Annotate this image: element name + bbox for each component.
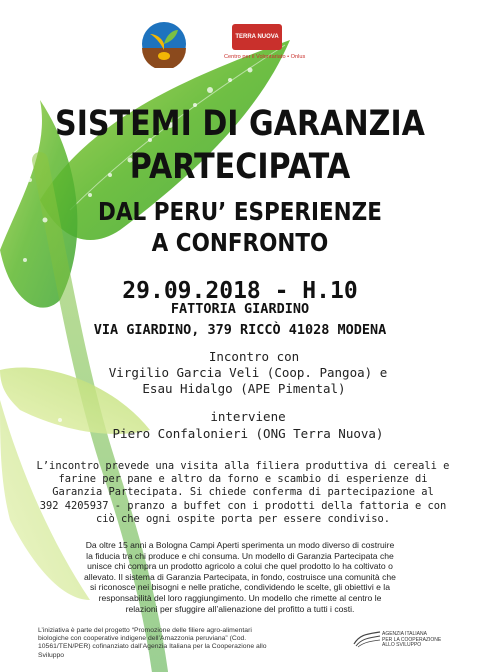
about-line: unisce chi compra un prodotto agricolo a colui che quel prodotto lo ha coltivato o xyxy=(87,561,393,572)
description-line: ciò che ogni ospite porta per essere condiviso. xyxy=(95,512,391,525)
event-date-time: 29.09.2018 - H.10 xyxy=(122,278,358,304)
footer-line: biologiche con cooperative indigene dell’Amazzonia peruviana” (Cod. xyxy=(38,635,247,643)
terra-nuova-logo-text: TERRA NUOVA xyxy=(235,33,279,40)
footer-line: 10561/TEN/PER) cofinanziato dall’Agenzia Italiana per la Cooperazione allo xyxy=(38,643,267,651)
description-line: Garanzia Partecipata. Si chiede conferma di partecipazione al xyxy=(52,486,434,499)
aics-line: AGENZIA ITALIANA xyxy=(382,631,427,637)
event-venue: FATTORIA GIARDINO xyxy=(170,301,310,317)
aics-agency-name xyxy=(382,632,441,649)
footer-line: L’iniziativa è parte del progetto “Promozione delle filiere agro-alimentari xyxy=(38,627,252,634)
event-address: VIA GIARDINO, 379 RICCÒ 41028 MODENA xyxy=(93,322,387,338)
about-line: responsabilità del loro raggiungimento. Un modello che rimette al centro le xyxy=(98,592,382,603)
aics-logo-icon xyxy=(352,630,382,648)
description-line: L’incontro prevede una visita alla filiera produttiva di cereali e xyxy=(36,460,450,472)
subtitle-line-2: A CONFRONTO xyxy=(151,228,329,257)
subtitle-line-1: DAL PERU’ ESPERIENZE xyxy=(98,197,382,226)
about-line: Da oltre 15 anni a Bologna Campi Aperti sperimenta un modo diverso di costruire xyxy=(85,540,395,550)
seedling-logo-icon xyxy=(140,20,188,68)
description-line: 392 4205937 - pranzo a buffet con i prodotti della fattoria e con xyxy=(39,499,447,512)
about-line: la fiducia tra chi produce e chi consuma. Un modello di Garanzia Partecipata che xyxy=(86,550,394,561)
about-paragraph xyxy=(16,540,464,614)
intervenes-label: interviene xyxy=(210,409,286,424)
terra-nuova-caption: Centro per il Volontariato • Onlus xyxy=(224,54,306,60)
footer-line: Sviluppo xyxy=(38,651,65,659)
speakers-intro: Incontro con xyxy=(208,349,300,364)
speaker-2: Esau Hidalgo (APE Pimental) xyxy=(142,381,346,396)
title-line-1: SISTEMI DI GARANZIA xyxy=(55,104,425,144)
event-description xyxy=(28,460,458,526)
speaker-3: Piero Confalonieri (ONG Terra Nuova) xyxy=(112,426,384,441)
title-line-2: PARTECIPATA xyxy=(129,147,351,187)
about-line: si riconosce nei bisogni e nelle pratiche, condividendo le scelte, gli obiettivi e la xyxy=(89,582,390,593)
about-line: allevato. Il sistema di Garanzia Partecipata, in fondo, costruisce una comunità che xyxy=(84,571,396,582)
speaker-1: Virgilio Garcia Veli (Coop. Pangoa) e xyxy=(108,365,388,380)
footer-note xyxy=(38,627,358,660)
aics-line: PER LA COOPERAZIONE xyxy=(382,636,442,643)
terra-nuova-logo xyxy=(232,24,282,50)
about-line: relazioni per sfuggire all’alienazione del profitto a tutti i costi. xyxy=(125,603,355,614)
description-line: farine per pane e altro da forno e scambio di esperienze di xyxy=(58,473,428,486)
aics-line: ALLO SVILUPPO xyxy=(382,642,422,649)
